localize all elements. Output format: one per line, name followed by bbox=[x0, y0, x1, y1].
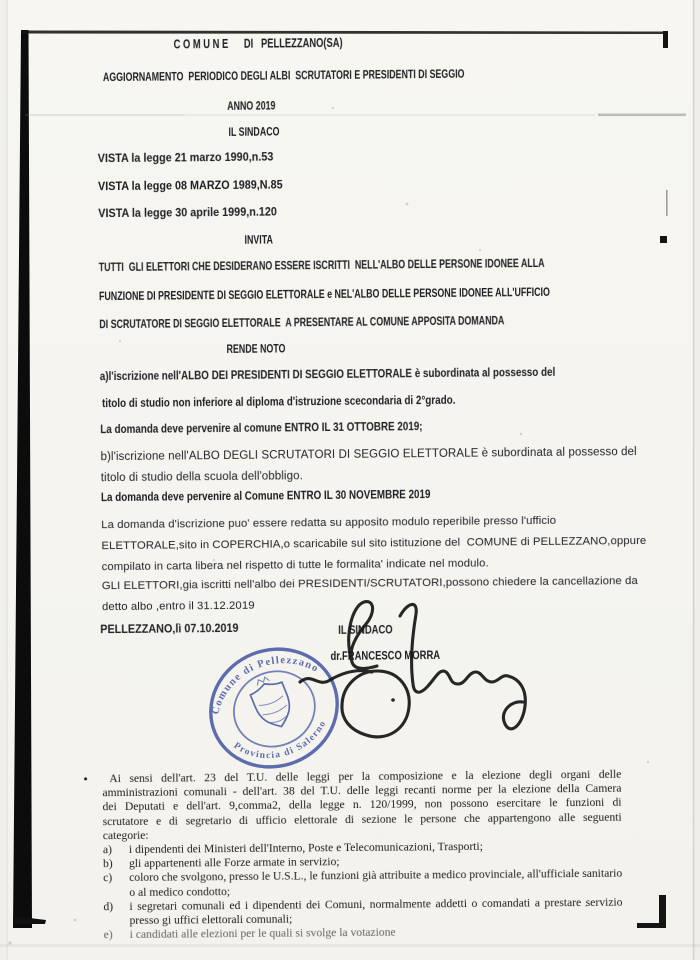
item-label: b) bbox=[103, 857, 113, 871]
point-a-line1: a)l'iscrizione nell'ALBO DEI PRESIDENTI DI SEGGIO ELETTORALE è subordinata al possesso del bbox=[99, 364, 556, 384]
deadline-b: La domanda deve pervenire al Comune ENTRO IL 30 NOVEMBRE 2019 bbox=[100, 487, 431, 505]
footnote-item bbox=[103, 867, 622, 900]
premise-line: VISTA la legge 21 marzo 1990,n.53 bbox=[97, 149, 274, 166]
item-text: coloro che svolgono, presso le U.S.L., le funzioni già attribuite a medico provinciale, all'ufficiale sanitario o al medico condotto; bbox=[129, 867, 623, 899]
subject-line: AGGIORNAMENTO PERIODICO DEGLI ALBI SCRUTATORI E PRESIDENTI DI SEGGIO bbox=[102, 66, 465, 85]
invite-heading: INVITA bbox=[244, 232, 273, 247]
issuer-heading: IL SINDACO bbox=[228, 124, 280, 139]
premise-line: VISTA la legge 30 aprile 1999,n.120 bbox=[98, 204, 277, 221]
point-a-line2: titolo di studio non inferiore al diploma d'istruzione scecondaria di 2°grado. bbox=[102, 392, 456, 411]
invite-line: DI SCRUTATORE DI SEGGIO ELETTORALE A PRESENTARE AL COMUNE APPOSITA DOMANDA bbox=[99, 313, 505, 332]
bullet-icon: • bbox=[83, 771, 88, 787]
signature-scribble bbox=[280, 592, 550, 752]
stamp-top-text: Comune di Pellezzano bbox=[210, 655, 321, 716]
invite-line: TUTTI GLI ELETTORI CHE DESIDERANO ESSERE ISCRITTI NELL'ALBO DELLE PERSONE IDONEE ALLA bbox=[98, 255, 545, 275]
cancellation-paragraph: GLI ELETTORI,gia iscritti nell'albo dei PRESIDENTI/SCRUTATORI,possono chiedere la cancellazione da detto albo ,entro il 31.12.2019 bbox=[101, 575, 642, 614]
rende-noto-heading: RENDE NOTO bbox=[226, 341, 286, 356]
item-text: i candidati alle elezioni per le quali si svolge la votazione bbox=[129, 925, 396, 942]
place-date-line: PELLEZZANO,lì 07.10.2019 bbox=[100, 620, 239, 637]
item-label: d) bbox=[103, 899, 114, 914]
point-b-paragraph: b)l'iscrizione nell'ALBO DEGLI SCRUTATORI DI SEGGIO ELETTORALE è subordinata al possesso del titolo di studio della scuola dell'obbligo. bbox=[100, 446, 641, 484]
footnote-item bbox=[103, 895, 622, 928]
module-info-paragraph: La domanda d'iscrizione puo' essere redatta su apposito modulo reperibile presso l'ufficio ELETTORALE,sito in COPERCHIA,o scaricabile sul sito istituzione del COMUNE di PELLEZZANO,oppure compilato in carta libera nel rispetto di tutte le formalita' indicate nel modulo. bbox=[101, 514, 650, 574]
year-line: ANNO 2019 bbox=[227, 98, 276, 113]
invite-line: FUNZIONE DI PRESIDENTE DI SEGGIO ELETTORALE e NEL'ALBO DELLE PERSONE IDONEE ALL'UFFICIO bbox=[98, 284, 550, 304]
item-label: c) bbox=[103, 871, 113, 885]
stamp-bottom-text: Provincia di Salerno bbox=[231, 718, 329, 762]
municipality-title: C O M U N E DI PELLEZZANO(SA) bbox=[173, 34, 343, 52]
item-text: i dipendenti dei Ministeri dell'Interno, Poste e Telecomunicazioni, Trasporti; bbox=[128, 839, 483, 856]
premise-line: VISTA la legge 08 MARZO 1989,N.85 bbox=[97, 177, 283, 194]
item-label: a) bbox=[102, 843, 113, 857]
footnote-intro: Ai sensi dell'art. 23 del T.U. delle leggi per la composizione e la elezione degli organi delle amministrazioni comunali - dell'art. 38 del T.U. delle leggi recanti norme per la elezione della Camera dei Deputati e dell'art. 9,comma2, della legge n. 120/1999, non possono esercitare le funzioni di scrutatore e di segretario di ufficio elettorale di sezione le persone che appartengono alle seguenti categorie: bbox=[102, 767, 622, 843]
footnote-section bbox=[83, 768, 624, 943]
item-text: gli appartenenti alle Forze armate in servizio; bbox=[129, 855, 340, 871]
deadline-a: La domanda deve pervenire al comune ENTRO IL 31 OTTOBRE 2019; bbox=[100, 419, 423, 437]
item-label: e) bbox=[103, 928, 113, 942]
signature-name: dr.FRANCESCO MORRA bbox=[330, 647, 441, 663]
item-text: i segretari comunali ed i dipendenti dei Comuni, normalmente addetti o comandati a prestare servizio presso gi uffici elettorali comunali; bbox=[129, 895, 623, 927]
signature-title: IL SINDACO bbox=[338, 622, 393, 637]
